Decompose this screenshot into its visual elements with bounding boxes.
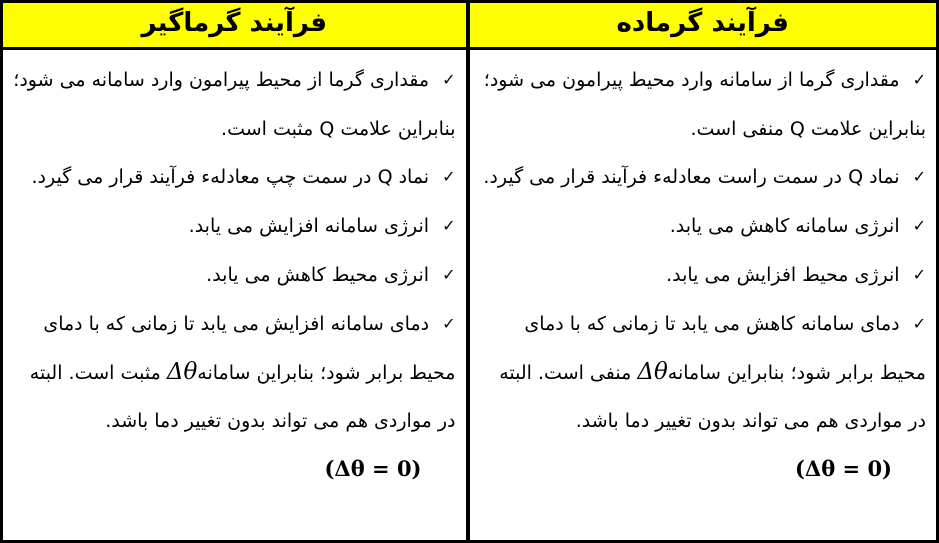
checkmark-icon: ✓ — [442, 167, 456, 186]
item-text: دمای سامانه افزایش می یابد تا زمانی که با دمای محیط برابر شود؛ بنابراین سامانه — [43, 313, 456, 384]
list-item — [480, 251, 927, 300]
exothermic-column — [470, 3, 937, 540]
checkmark-icon: ✓ — [912, 70, 926, 89]
checkmark-icon: ✓ — [442, 314, 456, 333]
item-text: انرژی سامانه کاهش می یابد. — [669, 215, 900, 237]
checkmark-icon: ✓ — [912, 167, 926, 186]
item-text: مثبت است. البته در مواردی هم می تواند بدون تغییر دما باشد. — [29, 362, 456, 432]
item-text: انرژی محیط افزایش می یابد. — [666, 264, 900, 286]
checkmark-icon: ✓ — [912, 314, 926, 333]
exothermic-header — [470, 3, 937, 50]
endothermic-header — [3, 3, 466, 50]
list-item — [13, 56, 456, 153]
exothermic-body — [470, 50, 937, 540]
list-item — [13, 251, 456, 300]
list-item — [480, 56, 927, 153]
item-text: نماد Q در سمت راست معادلهء فرآیند قرار می گیرد. — [483, 166, 900, 188]
delta-theta-formula: (Δθ = 0) — [794, 456, 892, 481]
checkmark-icon: ✓ — [442, 216, 456, 235]
item-text: منفی است. البته در مواردی هم می تواند بدون تغییر دما باشد. — [499, 362, 926, 432]
list-item — [13, 153, 456, 202]
exothermic-header-title: فرآیند گرماده — [616, 8, 789, 38]
checkmark-icon: ✓ — [912, 265, 926, 284]
delta-theta-formula: (Δθ = 0) — [324, 456, 422, 481]
delta-theta-symbol: Δθ — [166, 359, 198, 385]
endothermic-body — [3, 50, 466, 540]
item-text: انرژی سامانه افزایش می یابد. — [188, 215, 430, 237]
list-item — [13, 300, 456, 445]
list-item — [480, 300, 927, 445]
item-text: مقداری گرما از محیط پیرامون وارد سامانه می شود؛ بنابراین علامت Q مثبت است. — [13, 69, 456, 140]
endothermic-column — [3, 3, 470, 540]
item-text: نماد Q در سمت چپ معادلهء فرآیند قرار می گیرد. — [31, 166, 430, 188]
endothermic-header-title: فرآیند گرماگیر — [141, 8, 328, 38]
delta-theta-symbol: Δθ — [637, 359, 668, 385]
checkmark-icon: ✓ — [912, 216, 926, 235]
list-item — [480, 202, 927, 251]
item-text: انرژی محیط کاهش می یابد. — [206, 264, 430, 286]
checkmark-icon: ✓ — [442, 70, 456, 89]
checkmark-icon: ✓ — [442, 265, 456, 284]
list-item — [13, 202, 456, 251]
list-item — [480, 153, 927, 202]
item-text: دمای سامانه کاهش می یابد تا زمانی که با دمای محیط برابر شود؛ بنابراین سامانه — [524, 313, 926, 384]
item-text: مقداری گرما از سامانه وارد محیط پیرامون می شود؛ بنابراین علامت Q منفی است. — [483, 69, 926, 140]
